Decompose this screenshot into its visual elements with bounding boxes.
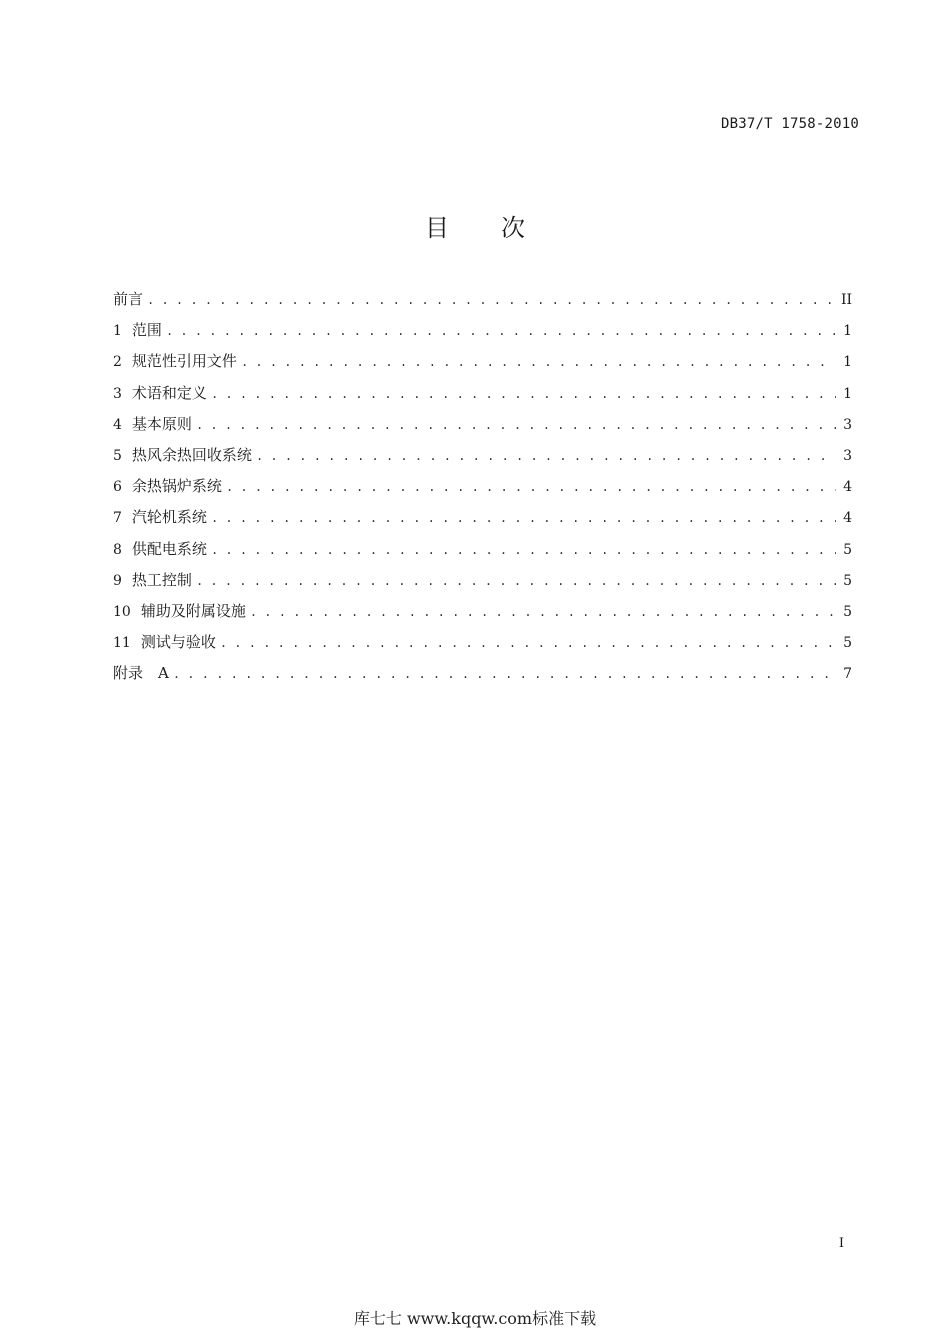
toc-title: 目次 (425, 214, 577, 242)
table-of-contents (113, 284, 852, 689)
toc-entry[interactable] (113, 471, 852, 502)
toc-entry-number: 9 (113, 572, 122, 589)
page-number: I (838, 1236, 844, 1251)
toc-entry-page: 3 (843, 447, 852, 464)
toc-entry-page: 5 (843, 635, 852, 652)
toc-dot-leader (173, 659, 836, 690)
toc-entry[interactable] (113, 409, 852, 440)
toc-dot-leader (147, 285, 835, 316)
toc-dot-leader (196, 410, 836, 441)
toc-entry-page: 1 (843, 385, 852, 402)
toc-entry-page: 4 (843, 479, 852, 496)
toc-dot-leader (220, 628, 836, 659)
toc-entry-page: 1 (843, 354, 852, 371)
toc-entry-page: 5 (843, 541, 852, 558)
toc-entry[interactable] (113, 596, 852, 627)
toc-entry-label: 辅助及附属设施 (140, 601, 246, 620)
toc-entry-number: 7 (113, 510, 122, 527)
footer-watermark: 库七七 www.kqqw.com标准下载 (353, 1309, 597, 1328)
toc-entry-page: 3 (843, 416, 852, 433)
toc-entry-number: 1 (113, 323, 122, 340)
toc-entry[interactable] (113, 565, 852, 596)
toc-entry-page: 5 (843, 572, 852, 589)
document-code: DB37/T 1758-2010 (720, 116, 859, 132)
toc-entry-label: 热工控制 (131, 570, 192, 589)
toc-entry-page: 5 (843, 603, 852, 620)
toc-entry-page: 1 (843, 323, 852, 340)
toc-entry-label: 术语和定义 (131, 383, 207, 402)
toc-entry-label: 规范性引用文件 (131, 352, 237, 371)
toc-dot-leader (226, 472, 836, 503)
toc-entry-number: 10 (113, 603, 131, 620)
toc-dot-leader (256, 441, 836, 472)
toc-entry[interactable] (113, 658, 852, 689)
toc-dot-leader (166, 316, 836, 347)
toc-dot-leader (241, 347, 836, 378)
toc-dot-leader (211, 379, 836, 410)
toc-entry-label: 基本原则 (131, 414, 192, 433)
toc-entry[interactable] (113, 284, 852, 315)
toc-dot-leader (250, 597, 836, 628)
toc-entry-page: II (840, 292, 852, 308)
toc-entry-number: 6 (113, 479, 122, 496)
toc-entry-page: 4 (843, 510, 852, 527)
toc-entry-label: 附录 A (113, 664, 169, 683)
toc-entry-label: 前言 (113, 290, 144, 308)
toc-dot-leader (211, 535, 836, 566)
toc-entry-number: 2 (113, 354, 122, 371)
toc-entry-label: 汽轮机系统 (131, 508, 207, 527)
toc-entry-number: 8 (113, 541, 122, 558)
toc-entry[interactable] (113, 315, 852, 346)
toc-entry[interactable] (113, 378, 852, 409)
toc-entry-label: 热风余热回收系统 (131, 445, 252, 464)
toc-entry[interactable] (113, 502, 852, 533)
toc-entry[interactable] (113, 346, 852, 377)
toc-entry-label: 余热锅炉系统 (131, 477, 222, 496)
toc-entry-number: 4 (113, 416, 122, 433)
toc-dot-leader (211, 503, 836, 534)
toc-entry[interactable] (113, 627, 852, 658)
toc-entry-label: 供配电系统 (131, 539, 207, 558)
toc-entry-label: 测试与验收 (140, 633, 216, 652)
toc-entry-label: 范围 (131, 321, 162, 340)
toc-entry-number: 5 (113, 447, 122, 464)
toc-entry[interactable] (113, 534, 852, 565)
toc-entry-number: 11 (113, 635, 131, 652)
toc-dot-leader (196, 566, 836, 597)
toc-entry-number: 3 (113, 385, 122, 402)
toc-entry-page: 7 (843, 666, 852, 683)
toc-entry[interactable] (113, 440, 852, 471)
